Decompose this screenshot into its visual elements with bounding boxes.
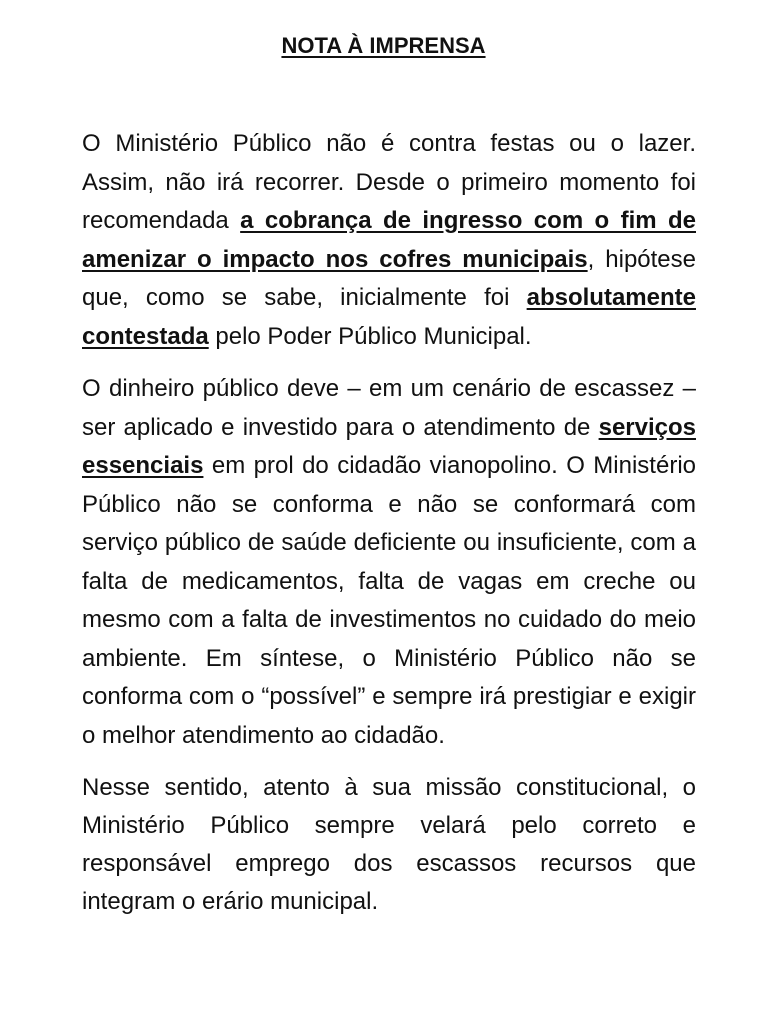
paragraph-2: [82, 370, 696, 755]
paragraph-1: [82, 125, 696, 356]
emphasis-cobranca-ingresso: a cobrança de ingresso com o fim de amenizar o impacto nos cofres municipais: [82, 207, 696, 273]
paragraph-2-run-1: O dinheiro público deve – em um cenário de escassez – ser aplicado e investido para o atendimento de: [82, 375, 696, 441]
paragraph-3: [82, 769, 696, 921]
emphasis-servicos-essenciais: serviços essenciais: [82, 413, 696, 479]
document-title: NOTA À IMPRENSA: [281, 33, 486, 58]
document-body: [82, 125, 696, 935]
emphasis-absolutamente-contestada: absolutamente contestada: [82, 284, 696, 350]
paragraph-1-run-5: pelo Poder Público Municipal.: [208, 322, 532, 350]
paragraph-2-run-3: em prol do cidadão vianopolino. O Ministério Público não se conforma e não se conformará com serviço público de saúde deficiente ou insuficiente, com a falta de medicamentos, falta de vagas em creche ou mesmo com a falta de investimentos no cuidado do meio ambiente. Em síntese, o Ministério Público não se conforma com o “possível” e sempre irá prestigiar e exigir o melhor atendimento ao cidadão.: [82, 452, 696, 749]
paragraph-1-run-3: , hipótese que, como se sabe, inicialmente foi: [82, 245, 696, 311]
paragraph-3-run-1: Nesse sentido, atento à sua missão constitucional, o Ministério Público sempre velará pelo correto e responsável emprego dos escassos recursos que integram o erário municipal.: [82, 774, 696, 915]
paragraph-1-run-1: O Ministério Público não é contra festas ou o lazer. Assim, não irá recorrer. Desde o primeiro momento foi recomendada: [82, 130, 696, 234]
